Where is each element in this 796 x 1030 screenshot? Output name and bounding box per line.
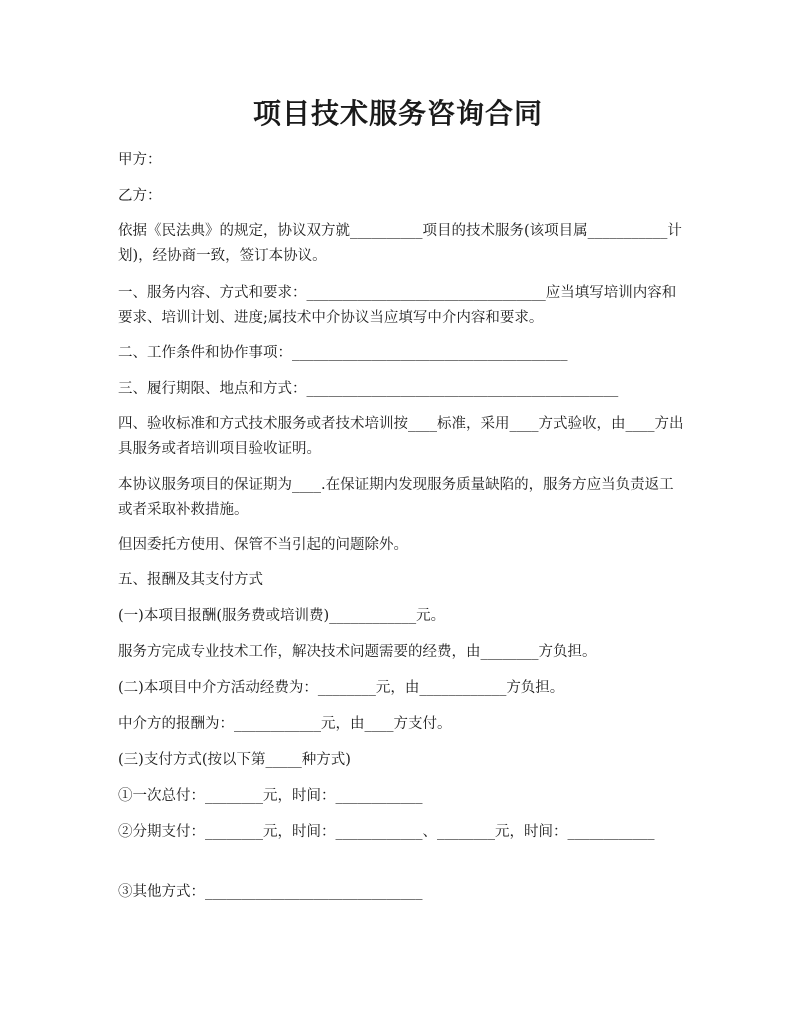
payment-item-1: (一)本项目报酬(服务费或培训费)____________元。 [118,608,446,624]
payment-option-lump-sum: ①一次总付：________元，时间：____________ [118,788,423,804]
warranty-paragraph: 本协议服务项目的保证期为____.在保证期内发现服务质量缺陷的，服务方应当负责返工或者采取补救措施。 [118,477,674,518]
clause-4-acceptance: 四、验收标准和方式技术服务或者技术培训按____标准，采用____方式验收，由____方出具服务或者培训项目验收证明。 [118,416,684,457]
clause-2-work-conditions: 二、工作条件和协作事项：______________________________________ [118,345,568,361]
party-b-line: 乙方： [118,188,162,204]
payment-item-2: (二)本项目中介方活动经费为：________元，由____________方负担。 [118,680,565,696]
intermediary-fee: 中介方的报酬为：____________元，由____方支付。 [118,716,452,732]
clause-1-service-content: 一、服务内容、方式和要求：_________________________________应当填写培训内容和要求、培训计划、进度;属技术中介协议当应填写中介内容和要求。 [118,285,677,326]
preamble-paragraph: 依据《民法典》的规定，协议双方就__________项目的技术服务(该项目属___________计划)，经协商一致，签订本协议。 [118,223,682,264]
clause-5-heading: 五、报酬及其支付方式 [118,572,263,588]
clause-3-performance-terms: 三、履行期限、地点和方式：___________________________________________ [118,381,619,397]
payment-option-other: ③其他方式：______________________________ [118,884,423,900]
document-title: 项目技术服务咨询合同 [252,97,543,130]
expense-paragraph: 服务方完成专业技术工作，解决技术问题需要的经费，由________方负担。 [118,644,597,660]
party-a-line: 甲方： [118,152,162,168]
exception-paragraph: 但因委托方使用、保管不当引起的问题除外。 [118,537,408,553]
payment-item-3-heading: (三)支付方式(按以下第_____种方式) [118,752,351,768]
payment-option-installments: ②分期支付：________元，时间：____________、________元，时间：____________ [118,824,655,840]
